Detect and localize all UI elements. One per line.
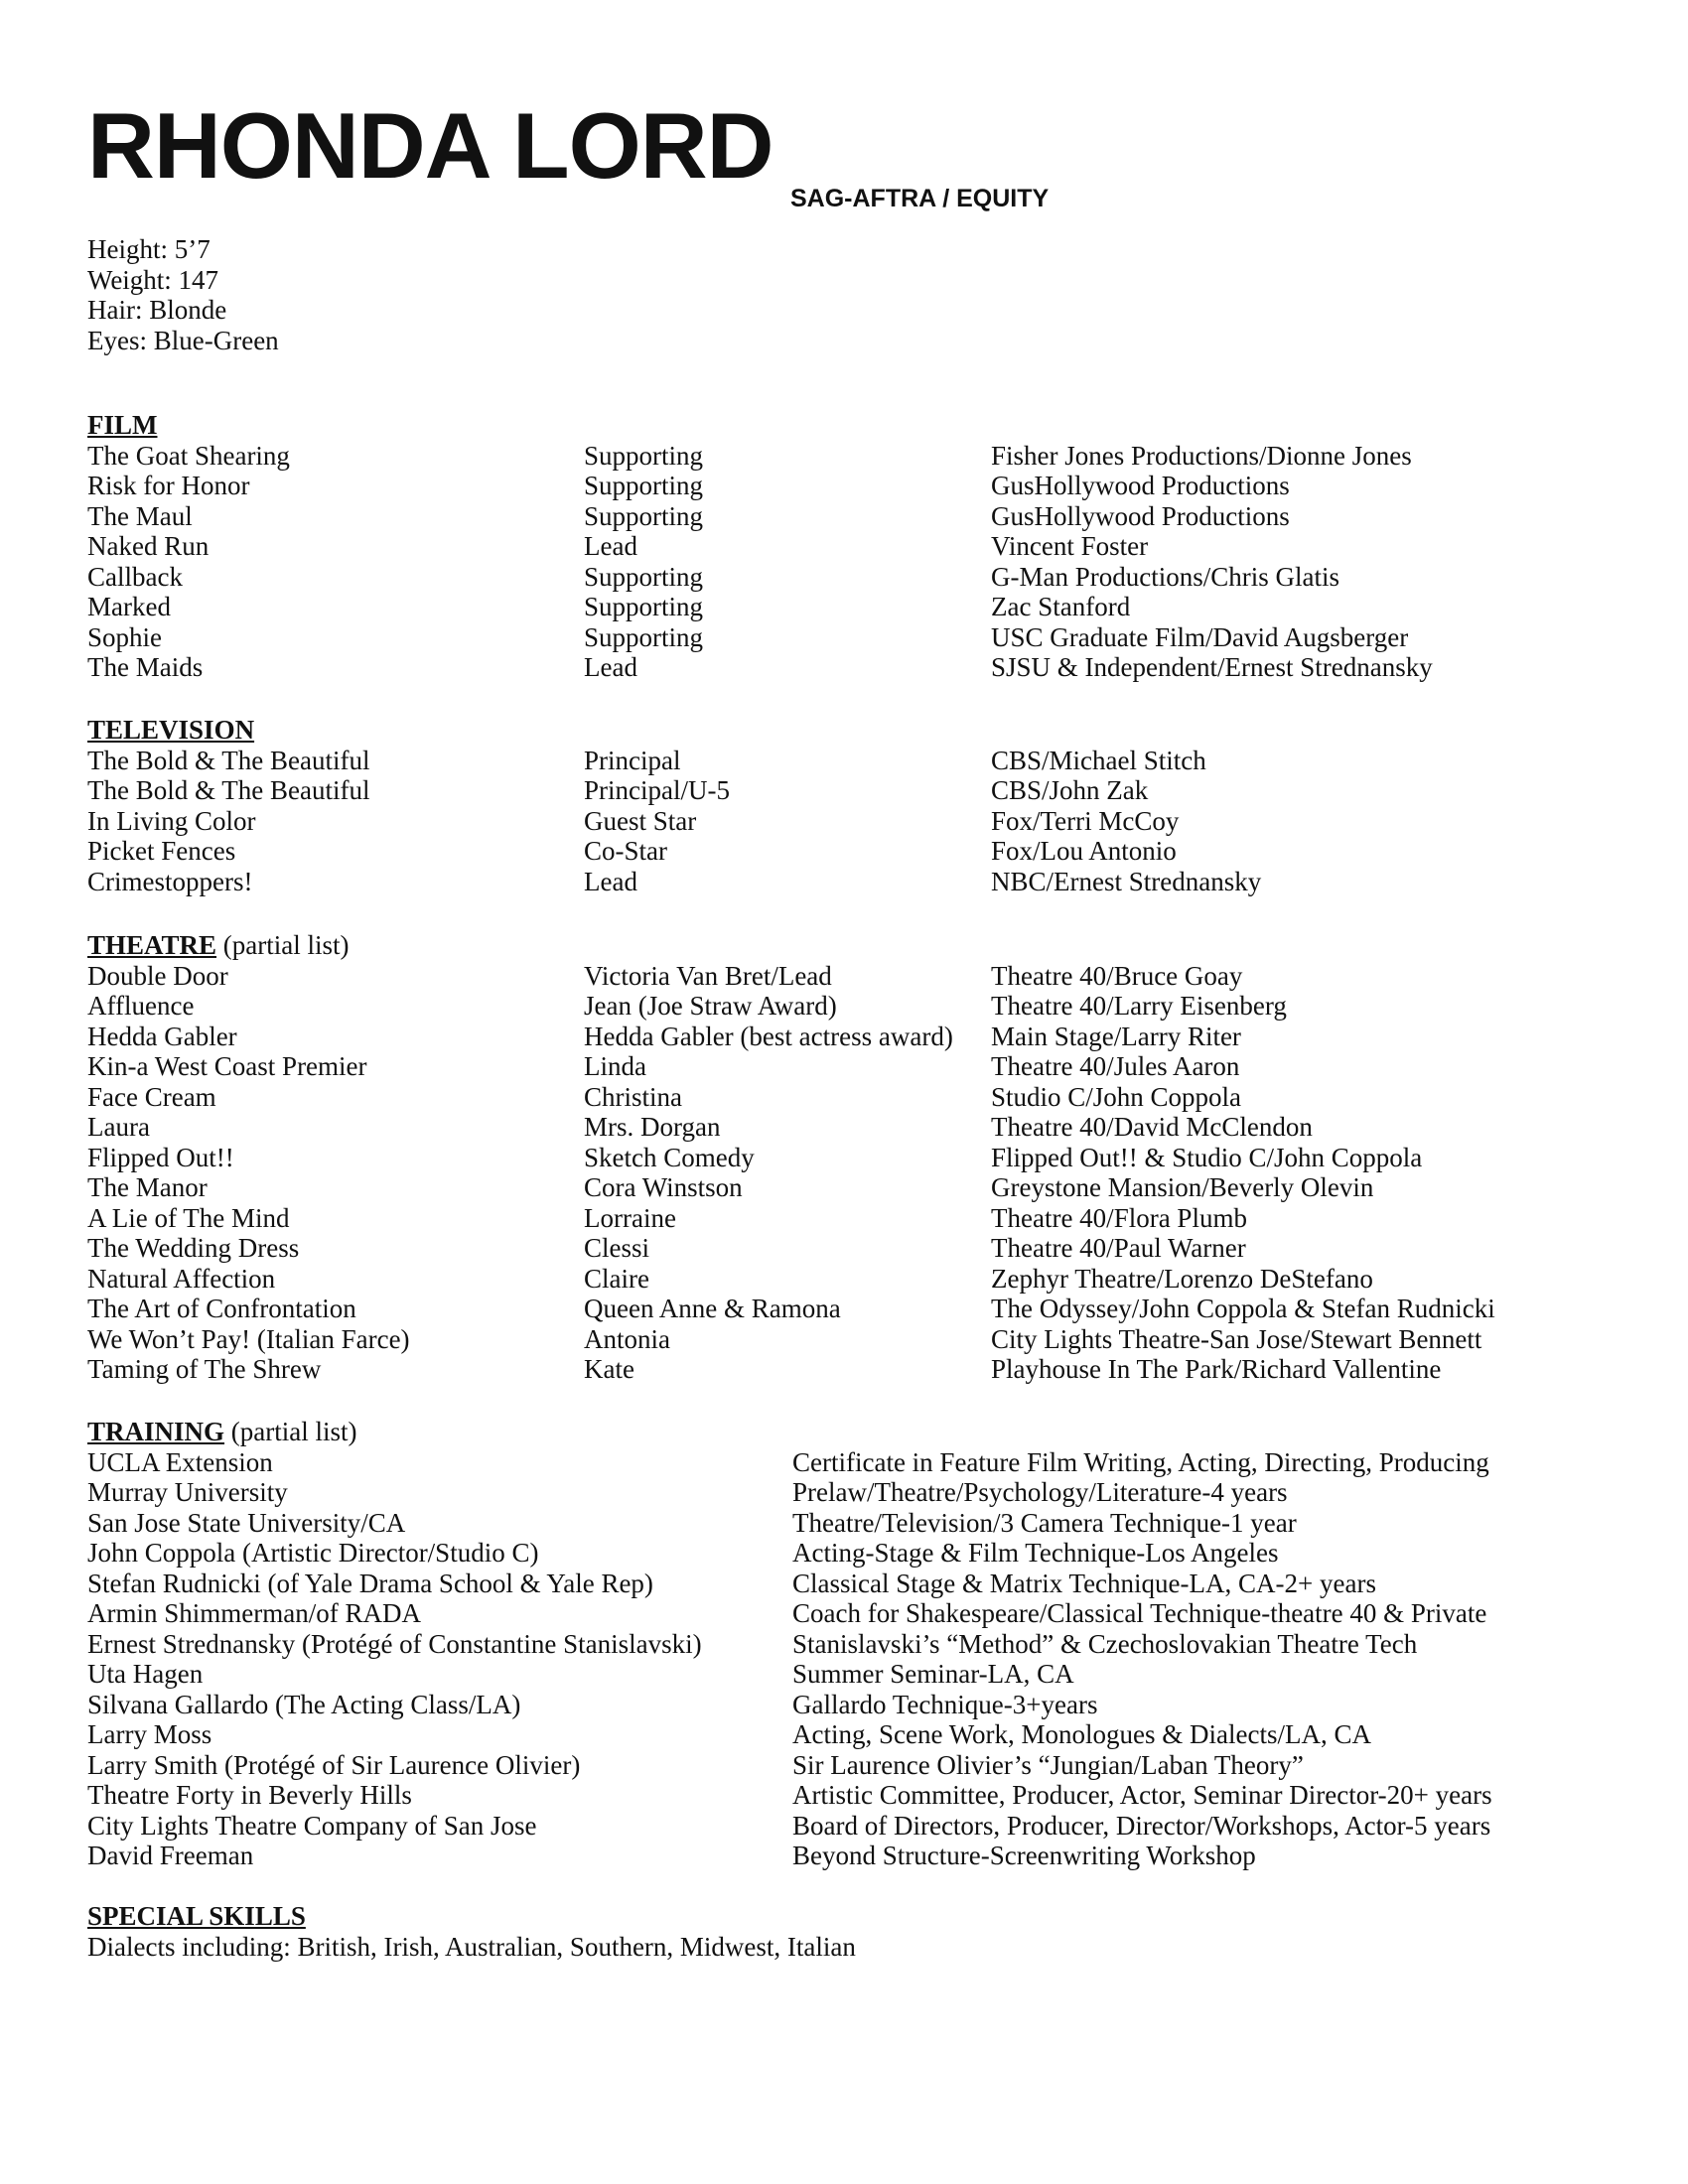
theatre-role: Victoria Van Bret/Lead xyxy=(584,960,832,991)
training-row xyxy=(87,1598,1636,1629)
television-role: Co-Star xyxy=(584,836,667,866)
theatre-row xyxy=(87,1051,1636,1082)
training-description: Classical Stage & Matrix Technique-LA, CA-2+ years xyxy=(792,1568,1376,1598)
film-title: Risk for Honor xyxy=(87,471,250,500)
film-title: Callback xyxy=(87,561,183,592)
film-row xyxy=(87,652,1636,683)
theatre-company: Theatre 40/Jules Aaron xyxy=(991,1051,1240,1081)
training-description: Gallardo Technique-3+years xyxy=(792,1689,1098,1719)
special-skills-heading: SPECIAL SKILLS xyxy=(87,1901,306,1931)
training-row xyxy=(87,1538,1636,1569)
theatre-role: Clessi xyxy=(584,1233,650,1263)
training-row xyxy=(87,1811,1636,1842)
training-row xyxy=(87,1659,1636,1690)
training-row xyxy=(87,1690,1636,1720)
film-company: SJSU & Independent/Ernest Strednansky xyxy=(991,652,1433,682)
theatre-role: Hedda Gabler (best actress award) xyxy=(584,1021,953,1051)
training-school: John Coppola (Artistic Director/Studio C) xyxy=(87,1538,539,1568)
theatre-company: Playhouse In The Park/Richard Vallentine xyxy=(991,1354,1442,1384)
training-description: Stanislavski’s “Method” & Czechoslovakian Theatre Tech xyxy=(792,1628,1418,1659)
theatre-company: City Lights Theatre-San Jose/Stewart Bennett xyxy=(991,1323,1482,1354)
training-row xyxy=(87,1719,1636,1750)
theatre-row xyxy=(87,1172,1636,1203)
theatre-title: Natural Affection xyxy=(87,1263,276,1294)
training-description: Certificate in Feature Film Writing, Acting, Directing, Producing xyxy=(792,1446,1489,1477)
training-school: Theatre Forty in Beverly Hills xyxy=(87,1780,412,1810)
physical-stats xyxy=(87,234,279,355)
television-company: NBC/Ernest Strednansky xyxy=(991,866,1262,896)
theatre-row xyxy=(87,1203,1636,1234)
film-role: Lead xyxy=(584,652,637,682)
theatre-company: Theatre 40/David McClendon xyxy=(991,1112,1313,1142)
film-title: Naked Run xyxy=(87,531,210,561)
film-title: Marked xyxy=(87,592,171,621)
training-description: Board of Directors, Producer, Director/Workshops, Actor-5 years xyxy=(792,1810,1491,1841)
television-title: The Bold & The Beautiful xyxy=(87,745,370,775)
film-title: The Maids xyxy=(87,652,204,682)
film-company: USC Graduate Film/David Augsberger xyxy=(991,621,1409,652)
television-row xyxy=(87,775,1636,806)
television-title: The Bold & The Beautiful xyxy=(87,775,370,805)
theatre-company: Theatre 40/Bruce Goay xyxy=(991,960,1243,991)
theatre-title: Laura xyxy=(87,1112,150,1142)
theatre-row xyxy=(87,1082,1636,1113)
stat-height: Height: 5’7 xyxy=(87,234,211,264)
theatre-role: Claire xyxy=(584,1263,649,1294)
union-affiliation: SAG-AFTRA / EQUITY xyxy=(790,185,1050,212)
stat-weight: Weight: 147 xyxy=(87,264,219,295)
training-row xyxy=(87,1780,1636,1811)
theatre-row xyxy=(87,1233,1636,1264)
film-row xyxy=(87,501,1636,532)
training-description: Prelaw/Theatre/Psychology/Literature-4 years xyxy=(792,1477,1288,1507)
training-row xyxy=(87,1750,1636,1781)
theatre-section xyxy=(87,930,1636,1385)
theatre-row xyxy=(87,1354,1636,1385)
training-description: Summer Seminar-LA, CA xyxy=(792,1659,1074,1689)
theatre-row xyxy=(87,1112,1636,1143)
theatre-company: Theatre 40/Larry Eisenberg xyxy=(991,991,1287,1021)
theatre-row xyxy=(87,1294,1636,1324)
film-role: Supporting xyxy=(584,621,704,652)
stat-hair: Hair: Blonde xyxy=(87,295,227,325)
training-school: Murray University xyxy=(87,1477,288,1507)
training-school: San Jose State University/CA xyxy=(87,1507,406,1538)
theatre-title: The Wedding Dress xyxy=(87,1233,300,1263)
theatre-row xyxy=(87,1143,1636,1173)
theatre-title: Affluence xyxy=(87,991,195,1021)
training-school: Uta Hagen xyxy=(87,1659,204,1689)
television-role: Guest Star xyxy=(584,805,697,836)
training-description: Sir Laurence Olivier’s “Jungian/Laban Theory” xyxy=(792,1749,1304,1780)
theatre-row xyxy=(87,1324,1636,1355)
theatre-company: Studio C/John Coppola xyxy=(991,1081,1242,1112)
film-company: Vincent Foster xyxy=(991,531,1149,561)
film-role: Supporting xyxy=(584,561,704,592)
television-row xyxy=(87,746,1636,776)
training-section xyxy=(87,1417,1636,1871)
theatre-role: Queen Anne & Ramona xyxy=(584,1294,841,1323)
theatre-note: (partial list) xyxy=(216,930,350,960)
television-section xyxy=(87,715,1636,896)
training-description: Acting, Scene Work, Monologues & Dialects/LA, CA xyxy=(792,1719,1371,1749)
theatre-row xyxy=(87,991,1636,1022)
television-company: Fox/Terri McCoy xyxy=(991,805,1180,836)
film-role: Supporting xyxy=(584,440,704,471)
film-role: Supporting xyxy=(584,592,704,621)
training-description: Beyond Structure-Screenwriting Workshop xyxy=(792,1841,1256,1870)
film-title: Sophie xyxy=(87,621,163,652)
training-description: Acting-Stage & Film Technique-Los Angeles xyxy=(792,1538,1279,1568)
film-role: Supporting xyxy=(584,471,704,500)
theatre-title: Taming of The Shrew xyxy=(87,1354,322,1384)
television-heading: TELEVISION xyxy=(87,715,255,745)
special-skills-section xyxy=(87,1901,1636,1962)
television-role: Principal/U-5 xyxy=(584,775,730,805)
stat-eyes: Eyes: Blue-Green xyxy=(87,325,279,355)
theatre-company: Theatre 40/Flora Plumb xyxy=(991,1202,1247,1233)
special-skills-text: Dialects including: British, Irish, Australian, Southern, Midwest, Italian xyxy=(87,1931,856,1962)
theatre-role: Mrs. Dorgan xyxy=(584,1112,721,1142)
training-row xyxy=(87,1629,1636,1660)
theatre-company: The Odyssey/John Coppola & Stefan Rudnicki xyxy=(991,1294,1495,1323)
theatre-company: Flipped Out!! & Studio C/John Coppola xyxy=(991,1142,1423,1172)
film-company: GusHollywood Productions xyxy=(991,471,1290,500)
television-title: In Living Color xyxy=(87,805,256,836)
theatre-title: We Won’t Pay! (Italian Farce) xyxy=(87,1323,410,1354)
television-title: Picket Fences xyxy=(87,836,236,866)
theatre-title: Kin-a West Coast Premier xyxy=(87,1051,367,1081)
television-role: Principal xyxy=(584,745,681,775)
television-role: Lead xyxy=(584,866,637,896)
film-row xyxy=(87,592,1636,622)
theatre-title: Flipped Out!! xyxy=(87,1142,234,1172)
theatre-company: Zephyr Theatre/Lorenzo DeStefano xyxy=(991,1263,1373,1294)
television-title: Crimestoppers! xyxy=(87,866,253,896)
theatre-company: Theatre 40/Paul Warner xyxy=(991,1233,1246,1263)
theatre-company: Main Stage/Larry Riter xyxy=(991,1021,1241,1051)
theatre-title: Face Cream xyxy=(87,1081,216,1112)
training-row xyxy=(87,1841,1636,1871)
film-row xyxy=(87,531,1636,562)
film-row xyxy=(87,441,1636,472)
training-row xyxy=(87,1569,1636,1599)
film-heading: FILM xyxy=(87,410,158,440)
film-row xyxy=(87,562,1636,593)
theatre-company: Greystone Mansion/Beverly Olevin xyxy=(991,1172,1374,1202)
training-school: Stefan Rudnicki (of Yale Drama School & Yale Rep) xyxy=(87,1568,653,1598)
television-company: CBS/John Zak xyxy=(991,775,1149,805)
film-company: G-Man Productions/Chris Glatis xyxy=(991,561,1339,592)
training-school: Silvana Gallardo (The Acting Class/LA) xyxy=(87,1689,521,1719)
training-row xyxy=(87,1477,1636,1508)
film-row xyxy=(87,471,1636,501)
theatre-title: Double Door xyxy=(87,960,228,991)
theatre-role: Lorraine xyxy=(584,1202,676,1233)
film-company: Fisher Jones Productions/Dionne Jones xyxy=(991,440,1412,471)
theatre-role: Kate xyxy=(584,1354,634,1384)
training-heading: TRAINING xyxy=(87,1417,225,1446)
training-school: Ernest Strednansky (Protégé of Constantine Stanislavski) xyxy=(87,1628,702,1659)
theatre-title: Hedda Gabler xyxy=(87,1021,237,1051)
theatre-role: Jean (Joe Straw Award) xyxy=(584,991,837,1021)
theatre-row xyxy=(87,961,1636,992)
training-school: City Lights Theatre Company of San Jose xyxy=(87,1810,537,1841)
theatre-title: A Lie of The Mind xyxy=(87,1202,290,1233)
training-school: Armin Shimmerman/of RADA xyxy=(87,1598,421,1628)
theatre-role: Cora Winstson xyxy=(584,1172,743,1202)
television-row xyxy=(87,836,1636,867)
theatre-role: Antonia xyxy=(584,1323,670,1354)
theatre-role: Christina xyxy=(584,1081,682,1112)
theatre-role: Linda xyxy=(584,1051,646,1081)
training-row xyxy=(87,1508,1636,1539)
theatre-heading: THEATRE xyxy=(87,930,217,960)
television-row xyxy=(87,806,1636,837)
training-description: Theatre/Television/3 Camera Technique-1 year xyxy=(792,1507,1297,1538)
film-role: Lead xyxy=(584,531,637,561)
actor-name: RHONDA LORD xyxy=(87,93,774,198)
theatre-row xyxy=(87,1264,1636,1295)
training-school: Larry Moss xyxy=(87,1719,212,1749)
theatre-title: The Manor xyxy=(87,1172,208,1202)
television-company: CBS/Michael Stitch xyxy=(991,745,1206,775)
training-description: Artistic Committee, Producer, Actor, Seminar Director-20+ years xyxy=(792,1780,1492,1810)
film-company: Zac Stanford xyxy=(991,592,1131,621)
training-note: (partial list) xyxy=(224,1417,357,1446)
training-description: Coach for Shakespeare/Classical Technique-theatre 40 & Private xyxy=(792,1598,1487,1628)
training-row xyxy=(87,1447,1636,1478)
training-school: UCLA Extension xyxy=(87,1446,273,1477)
film-title: The Maul xyxy=(87,500,193,531)
film-section xyxy=(87,410,1636,683)
television-company: Fox/Lou Antonio xyxy=(991,836,1177,866)
television-row xyxy=(87,867,1636,897)
film-title: The Goat Shearing xyxy=(87,440,290,471)
training-school: David Freeman xyxy=(87,1841,254,1870)
film-company: GusHollywood Productions xyxy=(991,500,1290,531)
film-row xyxy=(87,622,1636,653)
training-school: Larry Smith (Protégé of Sir Laurence Olivier) xyxy=(87,1749,581,1780)
theatre-role: Sketch Comedy xyxy=(584,1142,755,1172)
film-role: Supporting xyxy=(584,500,704,531)
theatre-row xyxy=(87,1022,1636,1052)
theatre-title: The Art of Confrontation xyxy=(87,1294,356,1323)
